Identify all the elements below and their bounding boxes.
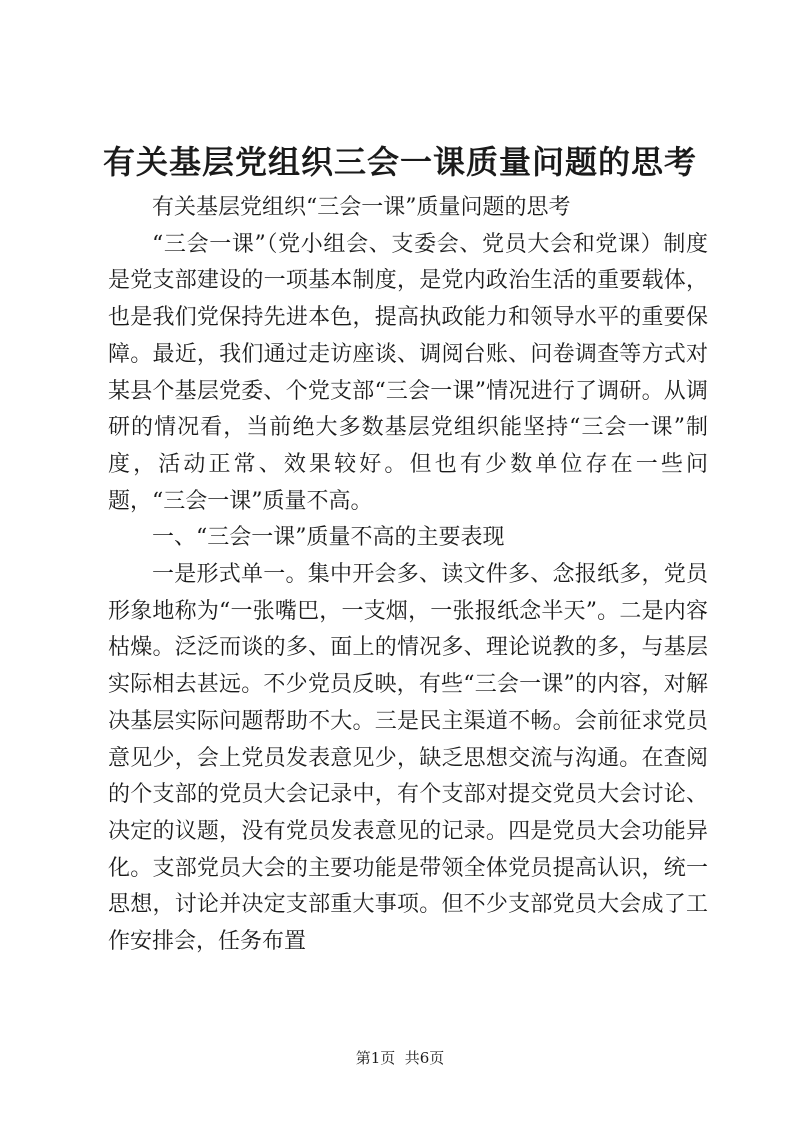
page-footer bbox=[0, 1048, 800, 1068]
paragraph-issues: 一是形式单一。集中开会多、读文件多、念报纸多，党员形象地称为“一张嘴巴，一支烟，一张报纸念半天”。二是内容枯燥。泛泛而谈的多、面上的情况多、理论说教的多，与基层实际相去甚远。不少党员反映，有些“三会一课”的内容，对解决基层实际问题帮助不大。三是民主渠道不畅。会前征求党员意见少，会上党员发表意见少，缺乏思想交流与沟通。在查阅的个支部的党员大会记录中，有个支部对提交党员大会讨论、决定的议题，没有党员发表意见的记录。四是党员大会功能异化。支部党员大会的主要功能是带领全体党员提高认识，统一思想，讨论并决定支部重大事项。但不少支部党员大会成了工作安排会，任务布置 bbox=[108, 562, 708, 955]
paragraph-intro: “三会一课”（党小组会、支委会、党员大会和党课）制度是党支部建设的一项基本制度，是党内政治生活的重要载体，也是我们党保持先进本色，提高执政能力和领导水平的重要保障。最近，我们通过走访座谈、调阅台账、问卷调查等方式对某县个基层党委、个党支部“三会一课”情况进行了调研。从调研的情况看，当前绝大多数基层党组织能坚持“三会一课”制度，活动正常、效果较好。但也有少数单位存在一些问题，“三会一课”质量不高。 bbox=[108, 231, 708, 514]
paragraph-subtitle: 有关基层党组织“三会一课”质量问题的思考 bbox=[152, 195, 571, 220]
document-title: 有关基层党组织三会一课质量问题的思考 bbox=[102, 143, 697, 181]
document-body bbox=[108, 190, 708, 961]
page-number: 第1页 共6页 bbox=[355, 1049, 445, 1067]
section-heading: 一、“三会一课”质量不高的主要表现 bbox=[152, 525, 505, 551]
